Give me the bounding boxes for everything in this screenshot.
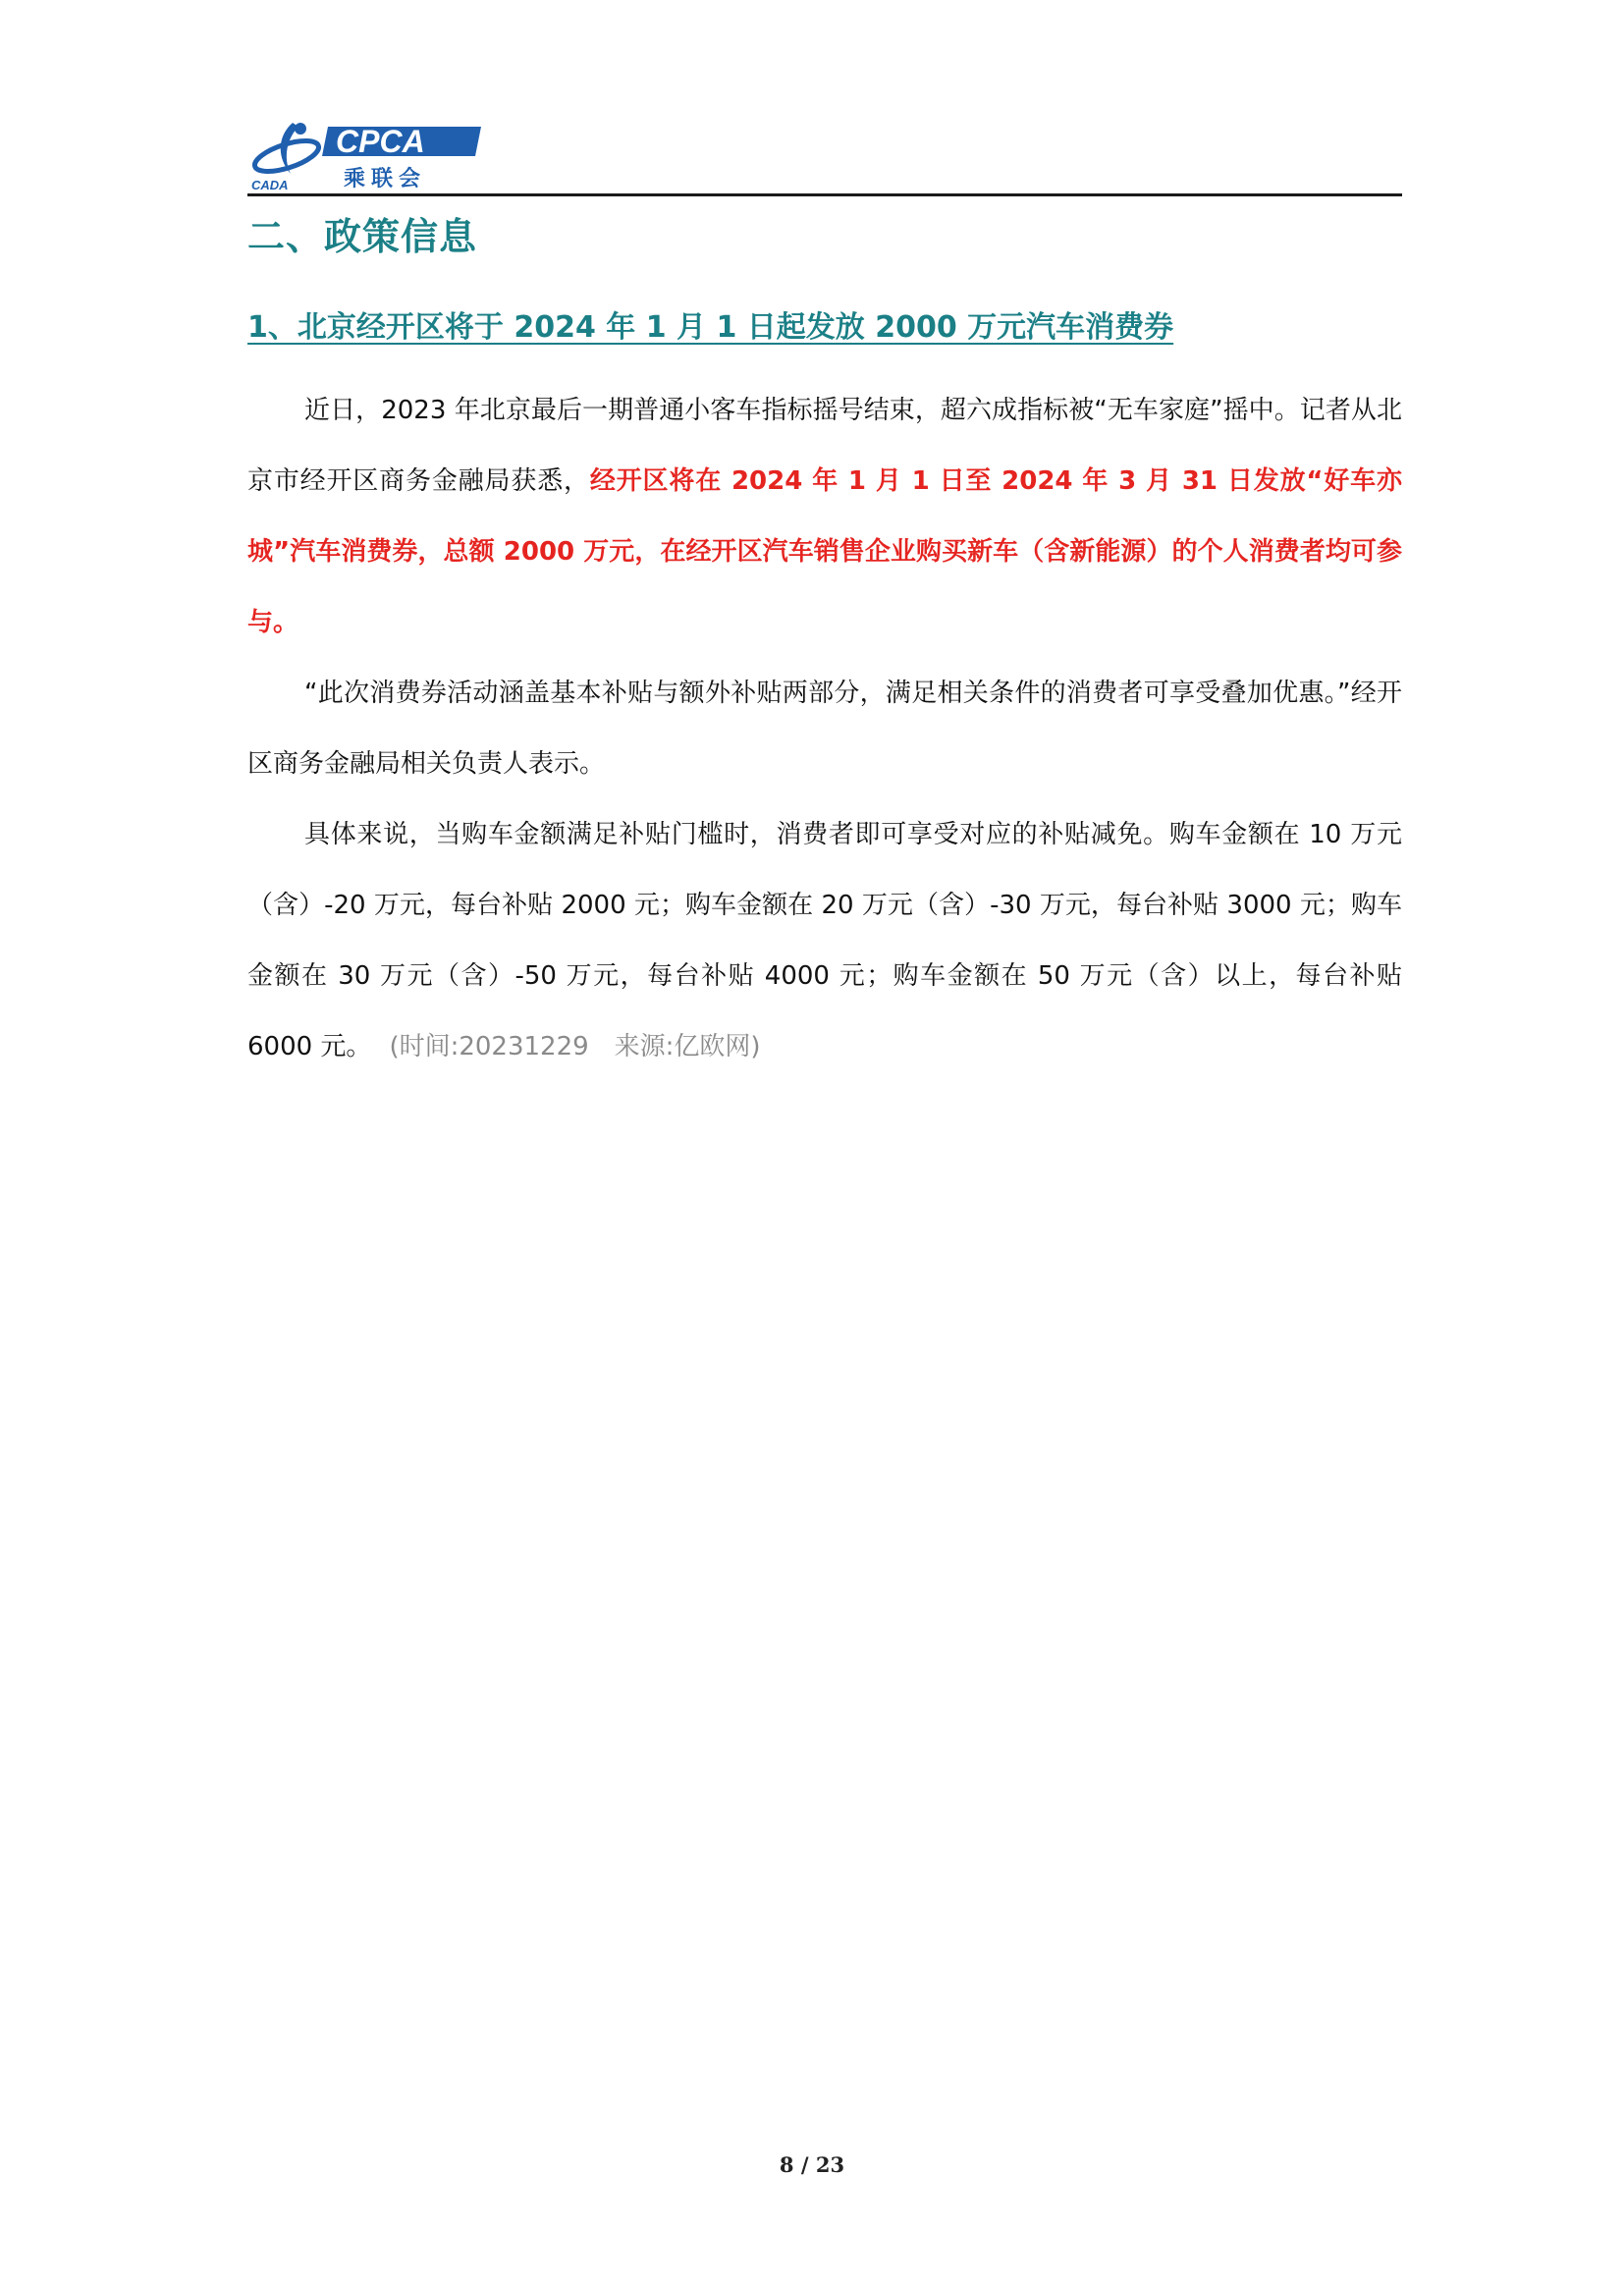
paragraph-1-text: 近日，2023 年北京最后一期普通小客车指标摇号结束，超六成指标被“无车家庭”摇中。记者从北京市经开区商务金融局获悉， (247, 396, 1402, 496)
logo-badge-text: CADA (251, 178, 289, 192)
article-body (247, 375, 1402, 1082)
paragraph-3-text: 具体来说，当购车金额满足补贴门槛时，消费者即可享受对应的补贴减免。购车金额在 10 万元（含）-20 万元，每台补贴 2000 元；购车金额在 20 万元（含）-30 万元，每台补贴 3000 元；购车金额在 30 万元（含）-50 万元，每台补贴 4000 元；购车金额在 50 万元（含）以上，每台补贴 6000 元。 (247, 820, 1402, 1061)
article-title: 1、北京经开区将于 2024 年 1 月 1 日起发放 2000 万元汽车消费券 (247, 310, 1174, 345)
highlighted-text: 经开区将在 2024 年 1 月 1 日至 2024 年 3 月 31 日发放“好车亦城”汽车消费券，总额 2000 万元，在经开区汽车销售企业购买新车（含新能源）的个人消费者均可参与。 (247, 466, 1402, 637)
paragraph-1 (247, 375, 1402, 658)
page-header (247, 115, 1402, 197)
paragraph-2: “此次消费券活动涵盖基本补贴与额外补贴两部分，满足相关条件的消费者可享受叠加优惠。”经开区商务金融局相关负责人表示。 (247, 679, 1402, 779)
page-number: 8 / 23 (779, 2152, 845, 2177)
header-divider (247, 193, 1402, 196)
section-title: 二、政策信息 (247, 215, 478, 258)
logo-subtext: 乘联会 (344, 167, 427, 191)
logo-text: CPCA (336, 124, 425, 159)
paragraph-3 (247, 799, 1402, 1082)
cpca-logo (247, 115, 483, 193)
source-note: (时间:20231229 来源:亿欧网) (389, 1032, 761, 1061)
